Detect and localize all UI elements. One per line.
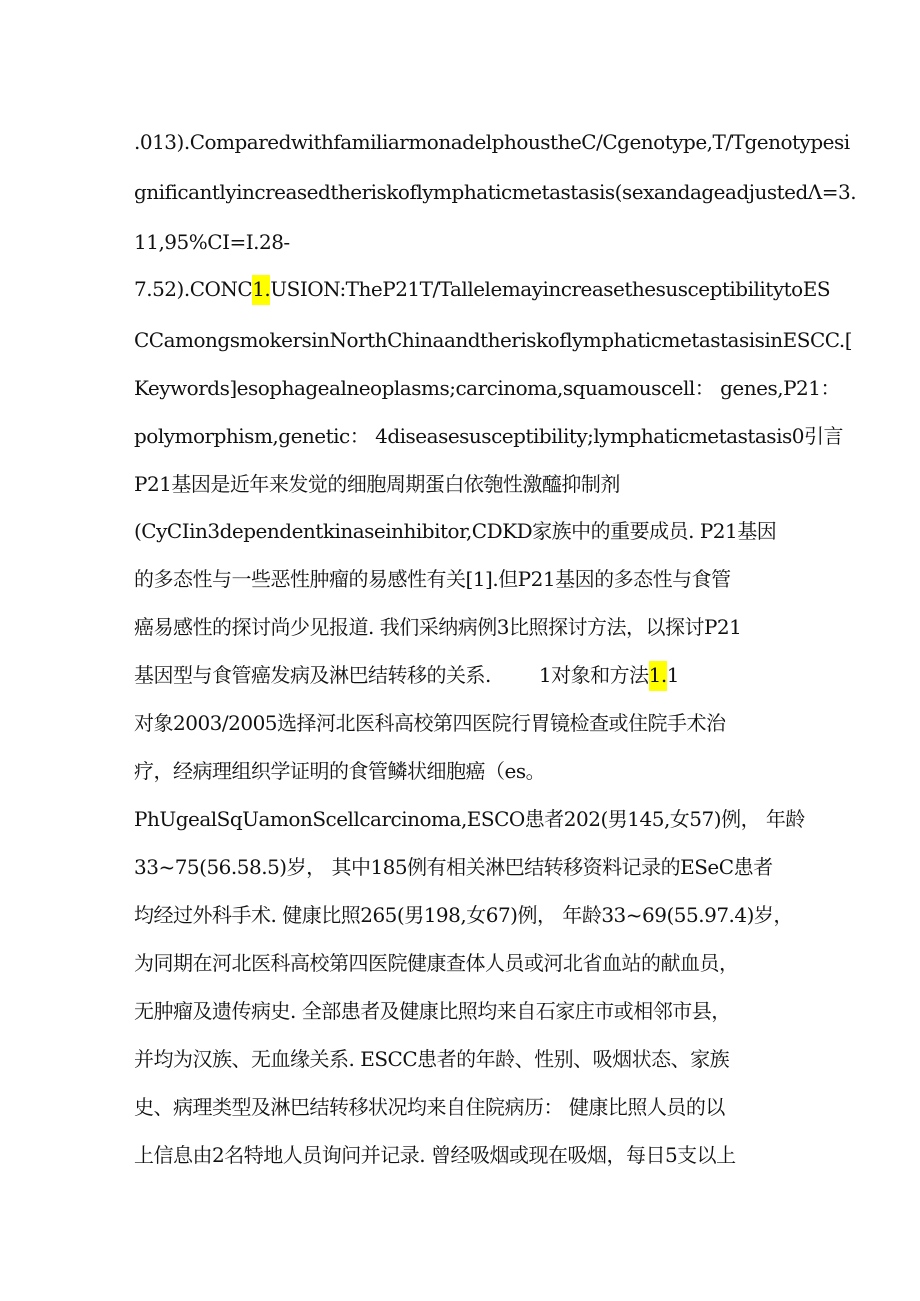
text-line: (CyCIin3dependentkinaseinhibitor,CDKD家族中的重要成员. P21基因 <box>134 519 777 543</box>
text-line: .013).ComparedwithfamiliarmonadelphoustheC/Cgenotype,T/Tgenotypesi <box>134 130 850 154</box>
text-line: 史、病理类型及淋巴结转移状况均来自住院病历： 健康比照人员的以 <box>134 1095 725 1119</box>
text-line: 疗，经病理组织学证明的食管鳞状细胞癌（es。 <box>134 759 546 783</box>
text-segment: USION:TheP21T/TallelemayincreasethesusceptibilitytoES <box>270 277 831 301</box>
text-line: 11,95%CI=I.28- <box>134 230 290 254</box>
text-segment: 基因型与食管癌发病及淋巴结转移的关系. <box>134 663 491 687</box>
text-segment: 7.52).CONC <box>134 277 253 301</box>
text-line: P21基因是近年来发觉的细胞周期蛋白依匏性激醯抑制剂 <box>134 472 620 496</box>
text-line: 均经过外科手术. 健康比照265(男198,女67)例， 年龄33~69(55.97.4)岁， <box>134 903 793 927</box>
text-line: gnificantlyincreasedtheriskoflymphaticmetastasis(sexandageadjustedΛ=3. <box>134 180 857 204</box>
text-line: PhUgealSqUamonScellcarcinoma,ESCO患者202(男145,女57)例， 年龄 <box>134 807 805 831</box>
section-heading: 1对象和方法 <box>538 663 649 687</box>
text-line: 对象2003/2005选择河北医科高校第四医院行胃镜检查或住院手术治 <box>134 711 726 735</box>
text-line: 上信息由2名特地人员询问并记录. 曾经吸烟或现在吸烟，每日5支以上 <box>134 1143 736 1167</box>
text-line: CCamongsmokersinNorthChinaandtheriskoflymphaticmetastasisinESCC.[ <box>134 328 853 352</box>
text-line <box>134 662 679 688</box>
text-line: 无肿瘤及遗传病史. 全部患者及健康比照均来自石家庄市或相邻市县， <box>134 999 731 1023</box>
text-line: 33~75(56.58.5)岁， 其中185例有相关淋巴结转移资料记录的ESeC患者 <box>134 855 773 879</box>
text-segment: 1 <box>666 663 679 687</box>
text-line: 并均为汉族、无血缘关系. ESCC患者的年龄、性别、吸烟状态、家族 <box>134 1047 730 1071</box>
highlighted-text: 1. <box>649 661 667 691</box>
text-line: 为同期在河北医科高校第四医院健康查体人员或河北省血站的献血员， <box>134 951 739 975</box>
text-line: 的多态性与一些恶性肿瘤的易感性有关[1].但P21基因的多态性与食管 <box>134 567 731 591</box>
text-line: 癌易感性的探讨尚少见报道. 我们采纳病例3比照探讨方法，以探讨P21 <box>134 615 742 639</box>
text-line <box>134 276 830 302</box>
highlighted-text: 1. <box>252 275 270 305</box>
text-line: polymorphism,genetic： 4diseasesusceptibility;lymphaticmetastasis0引言 <box>134 424 843 448</box>
text-line: Keywords]esophagealneoplasms;carcinoma,squamouscell： genes,P21： <box>134 376 840 400</box>
